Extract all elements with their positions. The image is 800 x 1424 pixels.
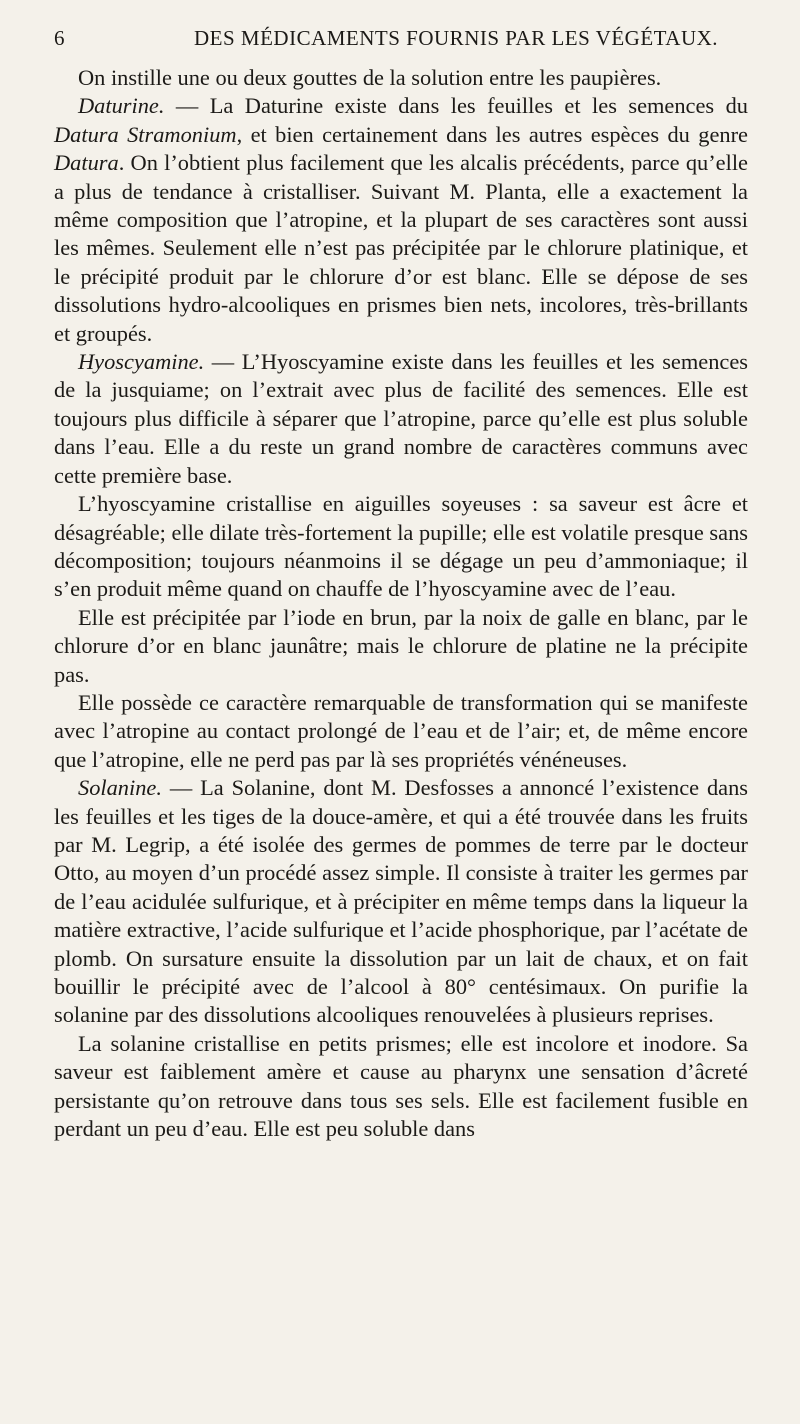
paragraph-hyoscyamine-transformation	[54, 689, 748, 774]
running-title: DES MÉDICAMENTS FOURNIS PAR LES VÉGÉTAUX.	[194, 26, 719, 50]
paragraph-text: Elle possède ce caractère remarquable de transformation qui se manifeste avec l’atropine au contact prolongé de l’eau et de l’air; et, de même encore que l’atropine, elle ne perd pas par là ses propriétés vénéneuses.	[54, 689, 748, 772]
paragraph-instillation	[54, 64, 748, 92]
paragraph-daturine	[54, 92, 748, 348]
paragraph-text: On instille une ou deux gouttes de la solution entre les paupières.	[78, 65, 662, 90]
genus-name: Datura	[54, 150, 119, 176]
paragraph-hyoscyamine-crystals	[54, 490, 748, 604]
paragraph-text: . On l’obtient plus facilement que les alcalis précédents, parce qu’elle a plus de tendance à cristalliser. Suivant M. Planta, elle a exactement la même composition que l’atropine, et la plupart de ses caractères sont aussi les mêmes. Seulement elle n’est pas précipitée par le chlorure platinique, et le précipité produit par le chlorure d’or est blanc. Elle se dépose de ses dissolutions hydro-alcooliques en prismes bien nets, incolores, très-brillants et groupés.	[54, 150, 748, 346]
running-head	[54, 26, 748, 60]
paragraph-text: Elle est précipitée par l’iode en brun, par la noix de galle en blanc, par le chlorure d’or en blanc jaunâtre; mais le chlorure de platine ne la précipite pas.	[54, 604, 748, 687]
paragraph-solanine	[54, 774, 748, 1030]
paragraph-text: — La Solanine, dont M. Desfosses a annoncé l’existence dans les feuilles et les tiges de la douce-amère, et qui a été trouvée dans les fruits par M. Legrip, a été isolée des germes de pommes de terre par le docteur Otto, au moyen d’un procédé assez simple. Il consiste à traiter les germes par de l’eau acidulée sulfurique, et à précipiter en même temps dans la liqueur la matière extractive, l’acide sulfurique et l’acide phosphorique, par l’acétate de plomb. On sursature ensuite la dissolution par un lait de chaux, et on fait bouillir le précipité avec de l’alcool à 80° centésimaux. On purifie la solanine par des dissolutions alcooliques renouvelées à plusieurs reprises.	[54, 775, 748, 1028]
paragraph-hyoscyamine	[54, 348, 748, 490]
page-number: 6	[54, 26, 65, 50]
paragraph-text: L’hyoscyamine cristallise en aiguilles soyeuses : sa saveur est âcre et désagréable; elle dilate très-fortement la pupille; elle est volatile presque sans décomposition; toujours néanmoins il se dégage un peu d’ammoniaque; il s’en produit même quand on chauffe de l’hyoscyamine avec de l’eau.	[54, 491, 748, 602]
term-hyoscyamine: Hyoscyamine.	[78, 349, 205, 375]
species-name: Datura Stramonium	[54, 121, 237, 147]
term-solanine: Solanine.	[78, 775, 162, 801]
paragraph-text: — L’Hyoscyamine existe dans les feuilles et les semences de la jusquiame; on l’extrait avec plus de facilité des semences. Elle est toujours plus difficile à séparer que l’atropine, parce qu’elle est plus soluble dans l’eau. Elle a du reste un grand nombre de caractères communs avec cette première base.	[54, 349, 748, 488]
paragraph-text: , et bien certainement dans les autres espèces du genre	[236, 121, 748, 147]
paragraph-solanine-properties	[54, 1030, 748, 1144]
paragraph-text: La solanine cristallise en petits prismes; elle est incolore et inodore. Sa saveur est faiblement amère et cause au pharynx une sensation d’âcreté persistante qu’on retrouve dans tous ses sels. Elle est facilement fusible en perdant un peu d’eau. Elle est peu soluble dans	[54, 1030, 748, 1142]
term-daturine: Daturine.	[78, 93, 165, 119]
body-text	[54, 64, 748, 1143]
paragraph-text: — La Daturine existe dans les feuilles et les semences du	[164, 93, 748, 119]
paragraph-hyoscyamine-precipitation	[54, 604, 748, 689]
